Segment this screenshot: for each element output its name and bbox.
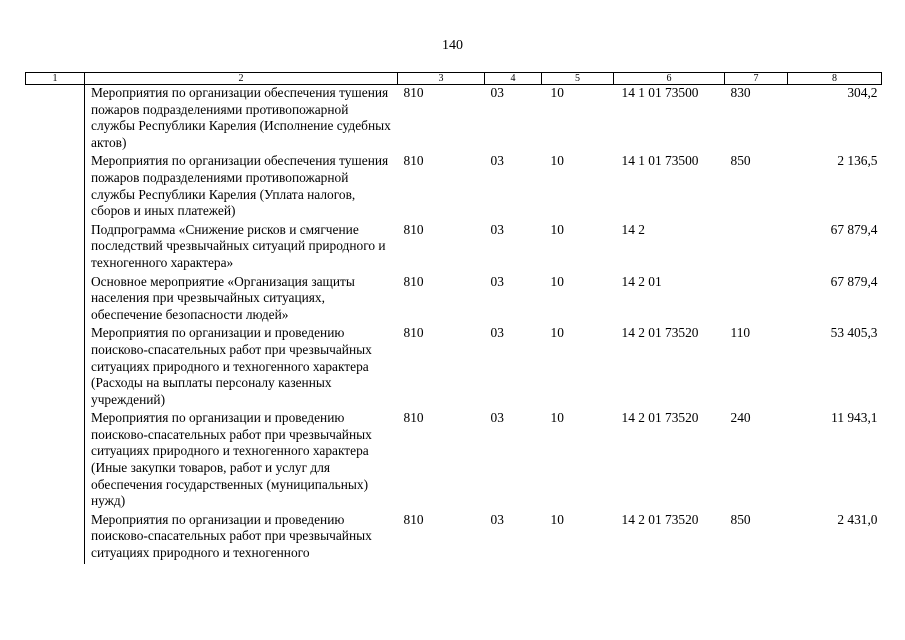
row-section: 03 [490,221,504,237]
row-expense-type [725,222,788,274]
row-expense-type [725,274,788,326]
row-admin-code: 810 [403,221,424,237]
row-target-article: 14 2 01 73520 [621,410,699,426]
table-row [26,410,882,512]
row-subsection: 10 [550,325,564,341]
row-sum: 67 879,4 [830,273,878,289]
row-section: 03 [490,511,504,527]
header-col-1: 1 [26,73,85,85]
row-number-cell [26,410,85,512]
row-subsection: 10 [550,153,564,169]
header-col-5: 5 [542,73,614,85]
row-section: 03 [490,273,504,289]
header-col-4: 4 [485,73,542,85]
row-subsection: 10 [550,410,564,426]
row-sum: 53 405,3 [830,325,878,341]
row-section: 03 [490,153,504,169]
row-subsection: 10 [550,273,564,289]
row-number-cell [26,153,85,221]
row-target-article: 14 1 01 73500 [621,153,699,169]
row-section: 03 [490,85,504,100]
row-sum: 67 879,4 [830,221,878,237]
row-number-cell [26,85,85,154]
row-target-article: 14 2 01 73520 [621,325,699,341]
row-section: 03 [490,325,504,341]
table-row [26,85,882,154]
row-name: Мероприятия по организации и проведению поисково-спасательных работ при чрезвычайных ситуациях природного и техногенного характера (Иные закупки товаров, работ и услуг для обеспечения государственных (муниципальных) нужд) [91,410,372,509]
row-name: Подпрограмма «Снижение рисков и смягчение последствий чрезвычайных ситуаций природного и техногенного характера» [91,221,386,270]
row-admin-code: 810 [403,511,424,527]
row-name: Мероприятия по организации обеспечения тушения пожаров подразделениями противопожарной службы Республики Карелия (Исполнение судебных актов) [91,85,391,150]
row-expense-type: 850 [730,153,751,169]
table-body [26,85,882,564]
budget-table [25,72,882,564]
row-expense-type: 240 [730,410,751,426]
row-subsection: 10 [550,221,564,237]
header-row [26,73,882,85]
header-col-2: 2 [85,73,398,85]
row-admin-code: 810 [403,153,424,169]
table-row [26,222,882,274]
table-header [26,73,882,85]
table-row [26,153,882,221]
row-number-cell [26,325,85,410]
row-number-cell [26,274,85,326]
row-target-article: 14 2 01 73520 [621,511,699,527]
header-col-7: 7 [725,73,788,85]
row-number-cell [26,222,85,274]
table-row [26,325,882,410]
row-expense-type: 110 [730,325,751,341]
row-target-article: 14 2 [621,221,645,237]
row-name: Мероприятия по организации и проведению поисково-спасательных работ при чрезвычайных ситуациях природного и техногенного характера (Расходы на выплаты персоналу казенных учреждений) [91,325,372,407]
row-admin-code: 810 [403,410,424,426]
row-section: 03 [490,410,504,426]
row-expense-type: 850 [730,511,751,527]
row-sum: 2 136,5 [837,153,878,169]
header-col-8: 8 [788,73,882,85]
page-number: 140 [442,38,463,53]
row-number-cell [26,512,85,564]
row-target-article: 14 2 01 [621,273,662,289]
table-row [26,512,882,564]
row-name: Мероприятия по организации и проведению поисково-спасательных работ при чрезвычайных ситуациях природного и техногенного [91,511,372,561]
row-subsection: 10 [550,511,564,527]
row-name: Основное мероприятие «Организация защиты населения при чрезвычайных ситуациях, обеспечение безопасности людей» [91,273,355,322]
row-name: Мероприятия по организации обеспечения тушения пожаров подразделениями противопожарной службы Республики Карелия (Уплата налогов, сборов и иных платежей) [91,153,389,219]
table-row [26,274,882,326]
row-sum: 2 431,0 [837,511,878,527]
row-admin-code: 810 [403,273,424,289]
row-expense-type: 830 [730,85,751,100]
header-col-3: 3 [398,73,485,85]
row-subsection: 10 [550,85,564,100]
row-admin-code: 810 [403,325,424,341]
row-target-article: 14 1 01 73500 [621,85,699,100]
header-col-6: 6 [614,73,725,85]
row-sum: 304,2 [847,85,878,100]
row-sum: 11 943,1 [831,410,878,426]
row-admin-code: 810 [403,85,424,100]
